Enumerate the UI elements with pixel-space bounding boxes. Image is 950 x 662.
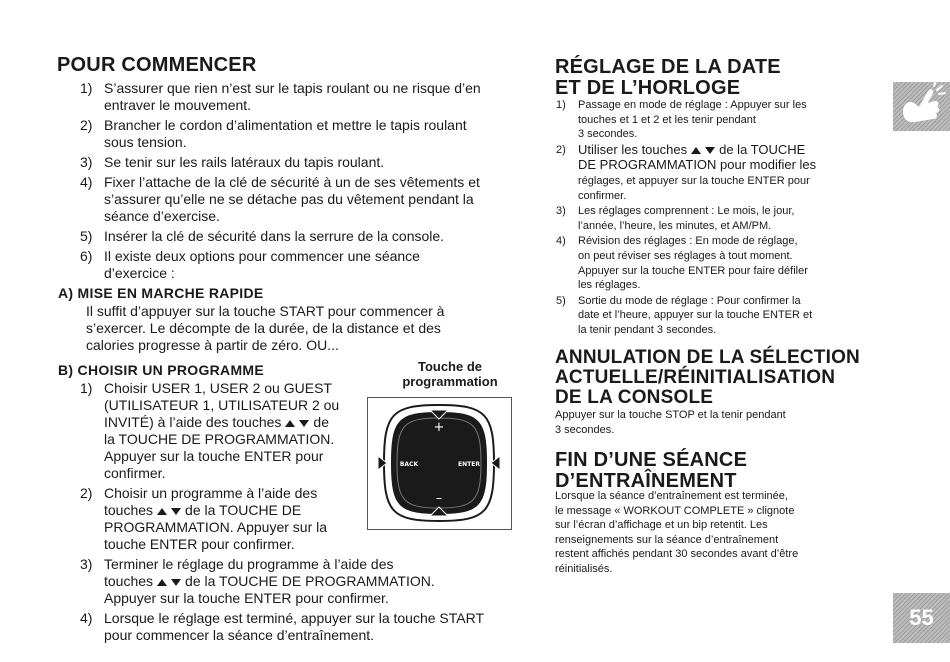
list-item: 3) Les réglages comprennent : Le mois, le jour, l’année, l’heure, les minutes, et AM/PM.	[556, 205, 795, 232]
list-item: 1) S’assurer que rien n’est sur le tapis roulant ou ne risque d’en entraver le mouvement.	[80, 80, 481, 113]
heading-mise-en-marche-rapide: A) MISE EN MARCHE RAPIDE	[58, 285, 264, 301]
arrow-down-icon	[171, 508, 181, 515]
list-item: 6) Il existe deux options pour commencer une séance d’exercice :	[80, 248, 420, 281]
arrow-down-icon	[299, 420, 309, 427]
heading-reglage-date: RÉGLAGE DE LA DATE ET DE L’HORLOGE	[555, 56, 781, 99]
list-item: 1) Passage en mode de réglage : Appuyer sur les touches et 1 et 2 et les tenir pendant 3 secondes.	[556, 99, 807, 141]
page-number: 55	[909, 605, 934, 630]
minus-label: –	[435, 491, 443, 506]
plus-label: +	[433, 420, 445, 435]
heading-fin-seance: FIN D’UNE SÉANCE D’ENTRAÎNEMENT	[555, 449, 748, 492]
list-item: 2) Utiliser les touches de la TOUCHE DE PROGRAMMATION pour modifier les réglages, et appuyer sur la touche ENTER pour confirmer.	[556, 141, 817, 202]
program-steps-list	[58, 380, 498, 647]
arrow-up-icon	[157, 508, 167, 515]
heading-annulation: ANNULATION DE LA SÉLECTION ACTUELLE/RÉINITIALISATION DE LA CONSOLE	[555, 347, 860, 408]
cancel-paragraph: Appuyer sur la touche STOP et la tenir pendant 3 secondes.	[555, 409, 786, 436]
heading-choisir-un-programme: B) CHOISIR UN PROGRAMME	[58, 362, 265, 378]
arrow-up-icon	[691, 147, 701, 154]
arrow-up-icon	[285, 420, 295, 427]
quick-start-paragraph: Il suffit d’appuyer sur la touche START pour commencer à s’exercer. Le décompte de la durée, de la distance et des calories progresse à partir de zéro. OU...	[86, 303, 445, 353]
list-item: 2) Brancher le cordon d’alimentation et mettre le tapis roulant sous tension.	[80, 117, 467, 150]
list-item: 5) Sortie du mode de réglage : Pour confirmer la date et l’heure, appuyer sur la touche ENTER et la tenir pendant 3 secondes.	[556, 294, 813, 336]
arrow-up-icon	[157, 579, 167, 586]
date-steps-list	[555, 98, 845, 339]
list-item: 4) Fixer l’attache de la clé de sécurité à un de ses vêtements et s’assurer qu’elle ne se détache pas du vêtement pendant la séance d’exercise.	[80, 174, 480, 224]
figure-caption: Touche de programmation	[402, 359, 498, 389]
list-item: 1) Choisir USER 1, USER 2 ou GUEST (UTILISATEUR 1, UTILISATEUR 2 ou INVITÉ) à l’aide des touches de la TOUCHE DE PROGRAMMATION. Appuyer sur la touche ENTER pour confirmer.	[80, 380, 340, 481]
end-session-paragraph: Lorsque la séance d’entraînement est terminée, le message « WORKOUT COMPLETE » clignote sur l’écran d’affichage et un bip retentit. Les renseignements sur la séance d’entraînement restent affichés pendant 30 secondes avant d’être réinitialisés.	[555, 490, 799, 575]
list-item: 5) Insérer la clé de sécurité dans la serrure de la console.	[80, 228, 445, 244]
heading-pour-commencer: POUR COMMENCER	[57, 54, 257, 76]
hand-pointer-icon	[893, 82, 950, 131]
page-number-tab	[893, 593, 950, 643]
enter-label: ENTER	[458, 461, 480, 468]
back-label: BACK	[399, 461, 419, 468]
list-item: 2) Choisir un programme à l’aide des touches de la TOUCHE DE PROGRAMMATION. Appuyer sur la touche ENTER pour confirmer.	[80, 485, 328, 552]
arrow-down-icon	[171, 579, 181, 586]
list-item: 4) Lorsque le réglage est terminé, appuyer sur la touche START pour commencer la séance d’entraînement.	[80, 610, 485, 643]
section-tab	[893, 82, 950, 131]
list-item: 4) Révision des réglages : En mode de réglage, on peut réviser ses réglages à tout moment. Appuyer sur la touche ENTER pour faire défiler les réglages.	[556, 235, 808, 292]
arrow-down-icon	[705, 147, 715, 154]
list-item: 3) Terminer le réglage du programme à l’aide des touches de la TOUCHE DE PROGRAMMATION. Appuyer sur la touche ENTER pour confirmer.	[80, 556, 435, 606]
list-item: 3) Se tenir sur les rails latéraux du tapis roulant.	[80, 154, 385, 170]
start-steps-list	[58, 80, 488, 285]
